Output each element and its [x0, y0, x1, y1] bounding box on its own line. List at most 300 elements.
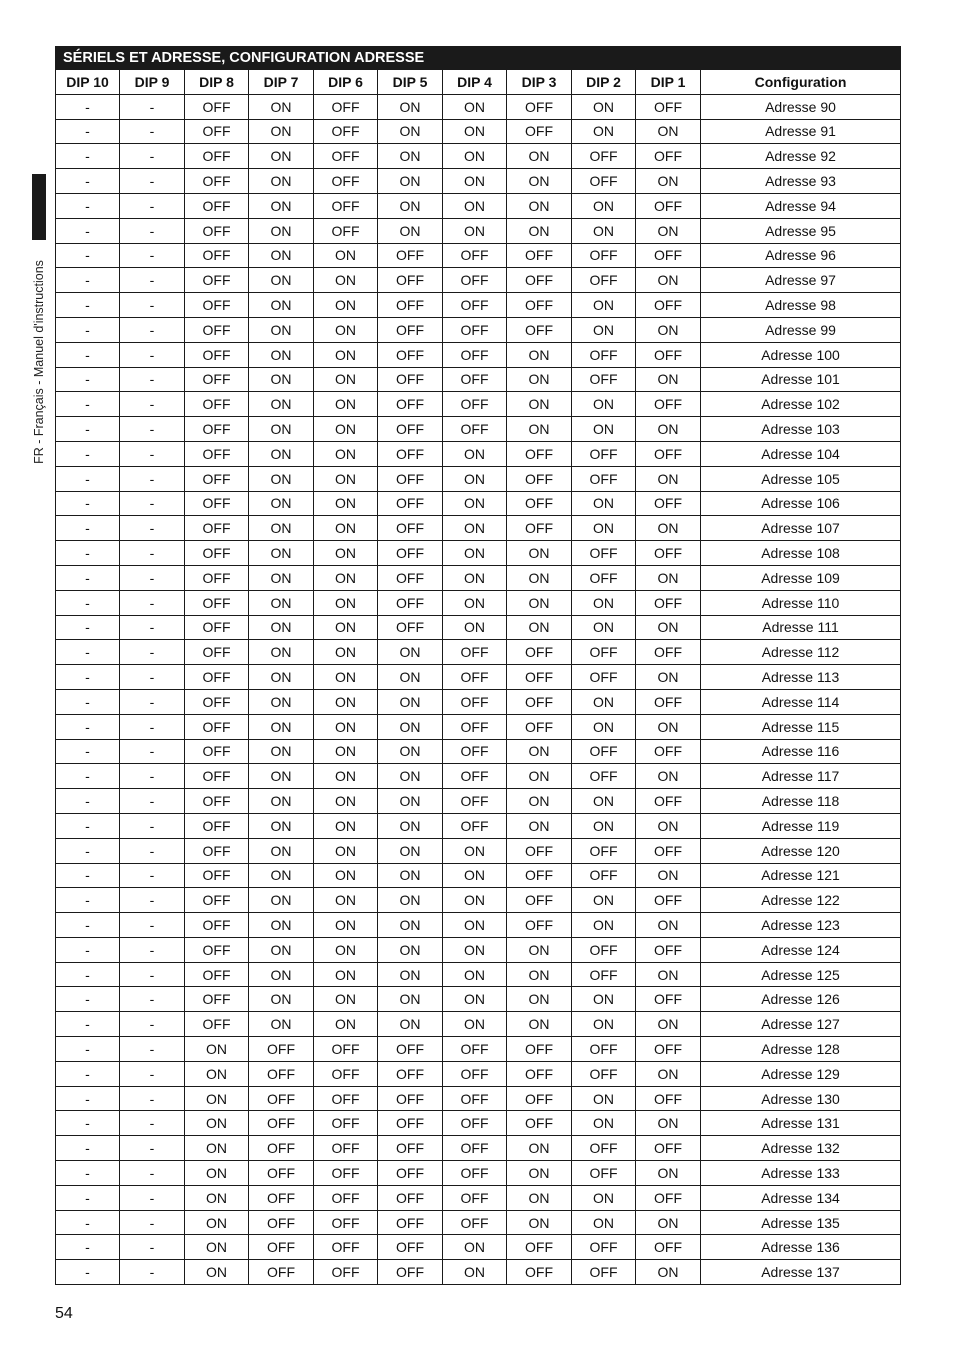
dip-cell: OFF — [185, 268, 249, 293]
dip-cell: ON — [443, 1235, 507, 1260]
dip-cell: ON — [378, 913, 443, 938]
dip-cell: - — [56, 94, 120, 119]
dip-cell: ON — [636, 1210, 701, 1235]
dip-cell: OFF — [185, 689, 249, 714]
dip-cell: - — [56, 268, 120, 293]
dip-cell: OFF — [443, 789, 507, 814]
dip-cell: ON — [314, 789, 378, 814]
dip-cell: ON — [636, 665, 701, 690]
table-row — [56, 491, 901, 516]
dip-cell: ON — [636, 913, 701, 938]
dip-cell: OFF — [185, 739, 249, 764]
dip-cell: ON — [378, 169, 443, 194]
dip-cell: - — [120, 94, 185, 119]
dip-cell: ON — [314, 367, 378, 392]
dip-cell: ON — [314, 987, 378, 1012]
dip-cell: ON — [443, 516, 507, 541]
dip-cell: ON — [314, 441, 378, 466]
configuration-cell: Adresse 110 — [701, 590, 901, 615]
dip-cell: OFF — [185, 293, 249, 318]
dip-cell: ON — [507, 962, 572, 987]
dip-cell: - — [120, 764, 185, 789]
dip-cell: - — [56, 714, 120, 739]
dip-cell: - — [56, 789, 120, 814]
table-row — [56, 243, 901, 268]
dip-cell: - — [120, 218, 185, 243]
dip-cell: OFF — [443, 268, 507, 293]
dip-cell: ON — [185, 1037, 249, 1062]
dip-cell: ON — [378, 119, 443, 144]
dip-cell: ON — [572, 789, 636, 814]
configuration-cell: Adresse 103 — [701, 417, 901, 442]
table-body — [56, 94, 901, 1284]
dip-cell: OFF — [443, 640, 507, 665]
dip-cell: OFF — [185, 169, 249, 194]
dip-cell: ON — [636, 565, 701, 590]
dip-cell: OFF — [507, 1235, 572, 1260]
dip-cell: ON — [185, 1210, 249, 1235]
dip-cell: ON — [378, 665, 443, 690]
dip-cell: - — [120, 739, 185, 764]
dip-cell: OFF — [507, 714, 572, 739]
configuration-cell: Adresse 108 — [701, 541, 901, 566]
dip-cell: OFF — [185, 317, 249, 342]
dip-cell: OFF — [572, 1037, 636, 1062]
dip-cell: ON — [572, 94, 636, 119]
dip-cell: ON — [378, 739, 443, 764]
dip-cell: OFF — [249, 1235, 314, 1260]
dip-cell: OFF — [378, 1111, 443, 1136]
dip-cell: OFF — [443, 714, 507, 739]
dip-cell: ON — [636, 268, 701, 293]
dip-cell: OFF — [378, 317, 443, 342]
dip-cell: ON — [572, 714, 636, 739]
dip-cell: OFF — [572, 144, 636, 169]
dip-cell: OFF — [572, 1136, 636, 1161]
dip-cell: OFF — [314, 119, 378, 144]
dip-cell: OFF — [507, 1037, 572, 1062]
column-header-dip: DIP 4 — [443, 70, 507, 95]
dip-cell: OFF — [636, 689, 701, 714]
configuration-cell: Adresse 130 — [701, 1086, 901, 1111]
dip-cell: - — [56, 1111, 120, 1136]
dip-cell: OFF — [443, 665, 507, 690]
dip-cell: OFF — [249, 1185, 314, 1210]
table-row — [56, 169, 901, 194]
dip-cell: OFF — [572, 565, 636, 590]
table-header-row — [56, 70, 901, 95]
dip-cell: OFF — [378, 293, 443, 318]
configuration-cell: Adresse 112 — [701, 640, 901, 665]
table-row — [56, 1210, 901, 1235]
dip-cell: OFF — [314, 218, 378, 243]
dip-cell: ON — [378, 813, 443, 838]
dip-cell: ON — [314, 565, 378, 590]
dip-cell: ON — [249, 615, 314, 640]
dip-cell: ON — [314, 590, 378, 615]
dip-cell: OFF — [378, 1061, 443, 1086]
dip-cell: ON — [636, 1012, 701, 1037]
dip-cell: ON — [572, 913, 636, 938]
dip-cell: OFF — [572, 838, 636, 863]
dip-cell: ON — [443, 1260, 507, 1285]
dip-cell: OFF — [378, 1185, 443, 1210]
dip-cell: - — [120, 243, 185, 268]
configuration-cell: Adresse 97 — [701, 268, 901, 293]
configuration-cell: Adresse 136 — [701, 1235, 901, 1260]
dip-cell: OFF — [507, 516, 572, 541]
dip-cell: ON — [572, 1185, 636, 1210]
dip-cell: OFF — [314, 1235, 378, 1260]
dip-cell: OFF — [636, 243, 701, 268]
dip-cell: ON — [185, 1161, 249, 1186]
configuration-cell: Adresse 100 — [701, 342, 901, 367]
configuration-cell: Adresse 96 — [701, 243, 901, 268]
dip-cell: ON — [314, 615, 378, 640]
dip-cell: OFF — [572, 1260, 636, 1285]
dip-cell: OFF — [636, 342, 701, 367]
configuration-cell: Adresse 115 — [701, 714, 901, 739]
dip-cell: - — [56, 863, 120, 888]
dip-cell: OFF — [185, 813, 249, 838]
dip-cell: ON — [636, 615, 701, 640]
dip-cell: OFF — [443, 1136, 507, 1161]
dip-cell: OFF — [185, 119, 249, 144]
dip-cell: ON — [378, 218, 443, 243]
dip-cell: OFF — [185, 640, 249, 665]
dip-cell: ON — [249, 937, 314, 962]
dip-cell: - — [120, 1260, 185, 1285]
dip-cell: OFF — [443, 1185, 507, 1210]
dip-cell: ON — [507, 937, 572, 962]
dip-cell: - — [120, 516, 185, 541]
dip-cell: ON — [314, 913, 378, 938]
configuration-cell: Adresse 104 — [701, 441, 901, 466]
dip-cell: ON — [249, 466, 314, 491]
dip-cell: ON — [507, 193, 572, 218]
dip-cell: OFF — [185, 243, 249, 268]
dip-cell: ON — [378, 193, 443, 218]
dip-cell: - — [120, 863, 185, 888]
dip-cell: - — [120, 1111, 185, 1136]
dip-cell: - — [56, 441, 120, 466]
dip-cell: ON — [572, 1111, 636, 1136]
dip-cell: OFF — [507, 689, 572, 714]
dip-cell: - — [56, 1185, 120, 1210]
dip-cell: - — [56, 491, 120, 516]
dip-cell: ON — [249, 863, 314, 888]
table-row — [56, 615, 901, 640]
dip-cell: OFF — [507, 243, 572, 268]
configuration-cell: Adresse 133 — [701, 1161, 901, 1186]
dip-cell: ON — [249, 144, 314, 169]
table-row — [56, 193, 901, 218]
dip-cell: ON — [378, 144, 443, 169]
configuration-cell: Adresse 92 — [701, 144, 901, 169]
table-row — [56, 1185, 901, 1210]
dip-cell: OFF — [636, 1235, 701, 1260]
table-row — [56, 1061, 901, 1086]
dip-cell: OFF — [636, 739, 701, 764]
dip-cell: - — [56, 1136, 120, 1161]
configuration-cell: Adresse 106 — [701, 491, 901, 516]
dip-cell: OFF — [636, 1037, 701, 1062]
dip-cell: ON — [249, 516, 314, 541]
dip-cell: - — [120, 714, 185, 739]
dip-cell: OFF — [572, 1235, 636, 1260]
configuration-cell: Adresse 134 — [701, 1185, 901, 1210]
side-language-label: FR - Français - Manuel d'instructions — [32, 260, 46, 464]
table-row — [56, 119, 901, 144]
dip-cell: OFF — [314, 1210, 378, 1235]
table-row — [56, 937, 901, 962]
dip-cell: OFF — [636, 491, 701, 516]
dip-cell: ON — [314, 863, 378, 888]
dip-cell: OFF — [572, 863, 636, 888]
dip-cell: ON — [636, 119, 701, 144]
configuration-cell: Adresse 120 — [701, 838, 901, 863]
dip-cell: OFF — [443, 317, 507, 342]
table-row — [56, 417, 901, 442]
dip-cell: OFF — [185, 94, 249, 119]
table-row — [56, 1260, 901, 1285]
dip-cell: - — [120, 342, 185, 367]
column-header-dip: DIP 2 — [572, 70, 636, 95]
dip-cell: ON — [636, 714, 701, 739]
dip-cell: OFF — [185, 789, 249, 814]
dip-cell: ON — [249, 268, 314, 293]
dip-cell: - — [56, 1061, 120, 1086]
dip-cell: OFF — [636, 1185, 701, 1210]
dip-cell: OFF — [507, 466, 572, 491]
dip-cell: OFF — [249, 1061, 314, 1086]
dip-cell: ON — [249, 342, 314, 367]
dip-cell: - — [56, 342, 120, 367]
dip-cell: OFF — [378, 1037, 443, 1062]
dip-cell: - — [56, 838, 120, 863]
dip-cell: - — [56, 590, 120, 615]
table-row — [56, 218, 901, 243]
dip-cell: - — [120, 317, 185, 342]
dip-cell: - — [56, 1037, 120, 1062]
dip-cell: ON — [314, 838, 378, 863]
dip-cell: ON — [378, 714, 443, 739]
dip-cell: OFF — [443, 1061, 507, 1086]
table-row — [56, 714, 901, 739]
dip-cell: ON — [314, 813, 378, 838]
dip-cell: - — [120, 1235, 185, 1260]
dip-cell: - — [56, 392, 120, 417]
dip-cell: ON — [378, 937, 443, 962]
dip-cell: - — [120, 665, 185, 690]
dip-cell: - — [120, 491, 185, 516]
dip-cell: ON — [572, 888, 636, 913]
dip-cell: OFF — [636, 392, 701, 417]
dip-cell: ON — [185, 1061, 249, 1086]
table-row — [56, 1136, 901, 1161]
dip-cell: OFF — [185, 541, 249, 566]
dip-cell: ON — [314, 640, 378, 665]
dip-cell: - — [120, 987, 185, 1012]
table-row — [56, 565, 901, 590]
dip-cell: - — [56, 615, 120, 640]
dip-cell: - — [56, 144, 120, 169]
dip-cell: ON — [314, 739, 378, 764]
dip-cell: - — [120, 962, 185, 987]
dip-cell: - — [56, 764, 120, 789]
configuration-cell: Adresse 94 — [701, 193, 901, 218]
dip-cell: OFF — [314, 94, 378, 119]
dip-cell: OFF — [636, 441, 701, 466]
configuration-cell: Adresse 114 — [701, 689, 901, 714]
dip-cell: ON — [378, 1012, 443, 1037]
dip-cell: ON — [378, 789, 443, 814]
dip-cell: - — [120, 1185, 185, 1210]
table-row — [56, 466, 901, 491]
dip-cell: ON — [572, 689, 636, 714]
table-row — [56, 144, 901, 169]
dip-cell: OFF — [507, 317, 572, 342]
dip-cell: - — [120, 1210, 185, 1235]
side-tab-marker — [32, 174, 46, 240]
table-row — [56, 739, 901, 764]
dip-cell: ON — [249, 218, 314, 243]
dip-cell: OFF — [443, 417, 507, 442]
dip-cell: ON — [314, 243, 378, 268]
configuration-cell: Adresse 117 — [701, 764, 901, 789]
dip-cell: ON — [249, 119, 314, 144]
configuration-cell: Adresse 121 — [701, 863, 901, 888]
dip-cell: - — [120, 1086, 185, 1111]
dip-cell: ON — [314, 392, 378, 417]
dip-cell: OFF — [314, 1111, 378, 1136]
dip-cell: OFF — [507, 1061, 572, 1086]
table-row — [56, 1086, 901, 1111]
dip-cell: ON — [249, 293, 314, 318]
dip-cell: - — [56, 293, 120, 318]
dip-cell: OFF — [572, 367, 636, 392]
dip-cell: OFF — [378, 342, 443, 367]
dip-cell: ON — [636, 813, 701, 838]
dip-cell: - — [120, 689, 185, 714]
dip-cell: ON — [185, 1235, 249, 1260]
table-row — [56, 1037, 901, 1062]
dip-cell: - — [56, 1161, 120, 1186]
dip-cell: ON — [314, 516, 378, 541]
dip-cell: - — [56, 1012, 120, 1037]
dip-cell: ON — [572, 516, 636, 541]
dip-cell: ON — [443, 466, 507, 491]
dip-cell: OFF — [314, 1086, 378, 1111]
dip-cell: ON — [507, 565, 572, 590]
dip-cell: OFF — [378, 491, 443, 516]
dip-cell: ON — [378, 838, 443, 863]
dip-cell: OFF — [636, 293, 701, 318]
dip-cell: - — [120, 1136, 185, 1161]
dip-cell: OFF — [314, 1037, 378, 1062]
dip-cell: - — [56, 1210, 120, 1235]
dip-cell: - — [120, 367, 185, 392]
dip-cell: ON — [636, 1161, 701, 1186]
dip-cell: OFF — [185, 838, 249, 863]
dip-cell: ON — [249, 169, 314, 194]
dip-cell: ON — [443, 565, 507, 590]
table-row — [56, 342, 901, 367]
dip-cell: - — [120, 541, 185, 566]
dip-cell: OFF — [572, 441, 636, 466]
dip-cell: - — [56, 665, 120, 690]
dip-cell: - — [120, 392, 185, 417]
table-row — [56, 293, 901, 318]
dip-cell: OFF — [443, 1111, 507, 1136]
configuration-cell: Adresse 137 — [701, 1260, 901, 1285]
dip-cell: ON — [249, 913, 314, 938]
dip-cell: - — [56, 962, 120, 987]
configuration-cell: Adresse 107 — [701, 516, 901, 541]
dip-cell: OFF — [507, 1086, 572, 1111]
dip-cell: ON — [507, 789, 572, 814]
dip-cell: OFF — [185, 615, 249, 640]
dip-cell: - — [56, 317, 120, 342]
dip-cell: ON — [636, 1061, 701, 1086]
table-row — [56, 789, 901, 814]
dip-cell: - — [56, 516, 120, 541]
dip-cell: ON — [507, 764, 572, 789]
configuration-cell: Adresse 135 — [701, 1210, 901, 1235]
dip-cell: OFF — [572, 1061, 636, 1086]
dip-cell: OFF — [185, 466, 249, 491]
dip-cell: OFF — [249, 1210, 314, 1235]
dip-cell: OFF — [378, 1260, 443, 1285]
configuration-cell: Adresse 90 — [701, 94, 901, 119]
dip-cell: ON — [572, 119, 636, 144]
dip-cell: ON — [572, 615, 636, 640]
dip-cell: ON — [378, 764, 443, 789]
table-row — [56, 1235, 901, 1260]
dip-cell: ON — [249, 789, 314, 814]
configuration-cell: Adresse 131 — [701, 1111, 901, 1136]
dip-cell: - — [56, 689, 120, 714]
dip-cell: ON — [249, 417, 314, 442]
dip-cell: - — [120, 640, 185, 665]
dip-cell: OFF — [443, 293, 507, 318]
dip-cell: - — [120, 417, 185, 442]
configuration-cell: Adresse 125 — [701, 962, 901, 987]
table-row — [56, 987, 901, 1012]
dip-cell: ON — [249, 541, 314, 566]
dip-cell: ON — [507, 342, 572, 367]
configuration-cell: Adresse 122 — [701, 888, 901, 913]
dip-cell: OFF — [185, 764, 249, 789]
dip-cell: ON — [443, 590, 507, 615]
dip-cell: ON — [443, 987, 507, 1012]
dip-cell: ON — [507, 1185, 572, 1210]
dip-cell: ON — [249, 243, 314, 268]
dip-cell: OFF — [378, 1161, 443, 1186]
dip-cell: ON — [443, 937, 507, 962]
dip-cell: OFF — [507, 1111, 572, 1136]
dip-cell: OFF — [378, 565, 443, 590]
dip-cell: OFF — [378, 541, 443, 566]
dip-cell: - — [56, 417, 120, 442]
dip-cell: ON — [507, 541, 572, 566]
dip-cell: OFF — [378, 243, 443, 268]
configuration-cell: Adresse 129 — [701, 1061, 901, 1086]
dip-cell: ON — [249, 838, 314, 863]
column-header-dip: DIP 8 — [185, 70, 249, 95]
dip-cell: ON — [378, 863, 443, 888]
dip-cell: - — [56, 987, 120, 1012]
